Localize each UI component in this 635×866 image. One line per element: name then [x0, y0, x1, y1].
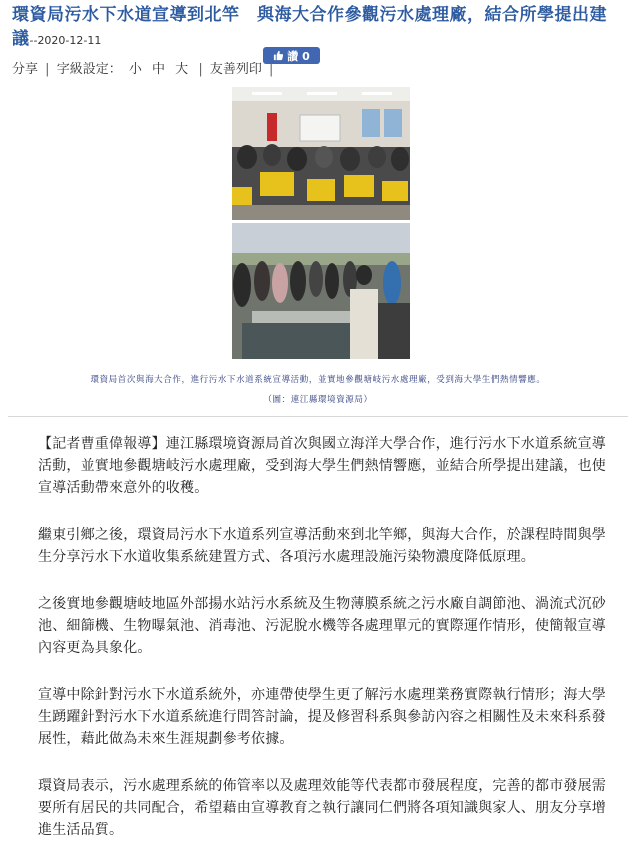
toolbar-separator: | [198, 62, 203, 77]
article-paragraph: 宣導中除針對污水下水道系統外，亦連帶使學生更了解污水處理業務實際執行情形；海大學生踴躍針對污水下水道系統進行問答討論，提及修習科系與參訪內容之相關性及未來科系發展性，藉此做為未來生涯規劃參考依據。 [38, 687, 606, 747]
photo-credit: （圖：連江縣環境資源局） [263, 395, 373, 405]
print-link[interactable]: 友善列印 [209, 62, 262, 77]
article-paragraph: 繼東引鄉之後，環資局污水下水道系列宣導活動來到北竿鄉，與海大合作，於課程時間與學生分享污水下水道收集系統建置方式、各項污水處理設施污染物濃度降低原理。 [38, 527, 606, 565]
article-paragraph: 環資局表示，污水處理系統的佈管率以及處理效能等代表都市發展程度，完善的都市發展需要所有居民的共同配合，希望藉由宣導教育之執行讓同仁們將各項知識與家人、朋友分享增進生活品質。 [38, 778, 606, 838]
photo-caption: 環資局首次與海大合作，進行污水下水道系統宣導活動，並實地參觀塘岐污水處理廠，受到海大學生們熱情響應。 [90, 375, 546, 385]
font-large-button[interactable]: 大 [175, 62, 189, 77]
article-body [38, 433, 610, 866]
content-divider [8, 416, 628, 417]
article-title: 環資局污水下水道宣導到北竿 與海大合作參觀污水處理廠，結合所學提出建議 [12, 5, 607, 49]
font-medium-button[interactable]: 中 [152, 62, 166, 77]
font-small-button[interactable]: 小 [128, 62, 142, 77]
toolbar-separator: | [269, 62, 274, 77]
classroom-photo [232, 87, 410, 220]
article-date: --2020-12-11 [29, 34, 102, 47]
toolbar-separator: | [45, 62, 50, 77]
article-toolbar [12, 58, 276, 77]
facebook-like-label: 讚 0 [287, 49, 310, 63]
share-link[interactable]: 分享 [12, 62, 39, 77]
treatment-plant-photo [232, 223, 410, 359]
article-paragraph: 之後實地參觀塘岐地區外部揚水站污水系統及生物薄膜系統之污水廠自調節池、渦流式沉砂池、細篩機、生物曝氣池、消毒池、污泥脫水機等各處理單元的實際運作情形，使簡報宣導內容更為具象化。 [38, 596, 606, 656]
article-header [12, 3, 624, 52]
article-paragraph: 【記者曹重偉報導】連江縣環境資源局首次與國立海洋大學合作，進行污水下水道系統宣導活動，並實地參觀塘岐污水處理廠，受到海大學生們熱情響應，並結合所學提出建議，也使宣導活動帶來意外的收穫。 [38, 436, 606, 496]
font-size-label: 字級設定： [56, 62, 122, 77]
